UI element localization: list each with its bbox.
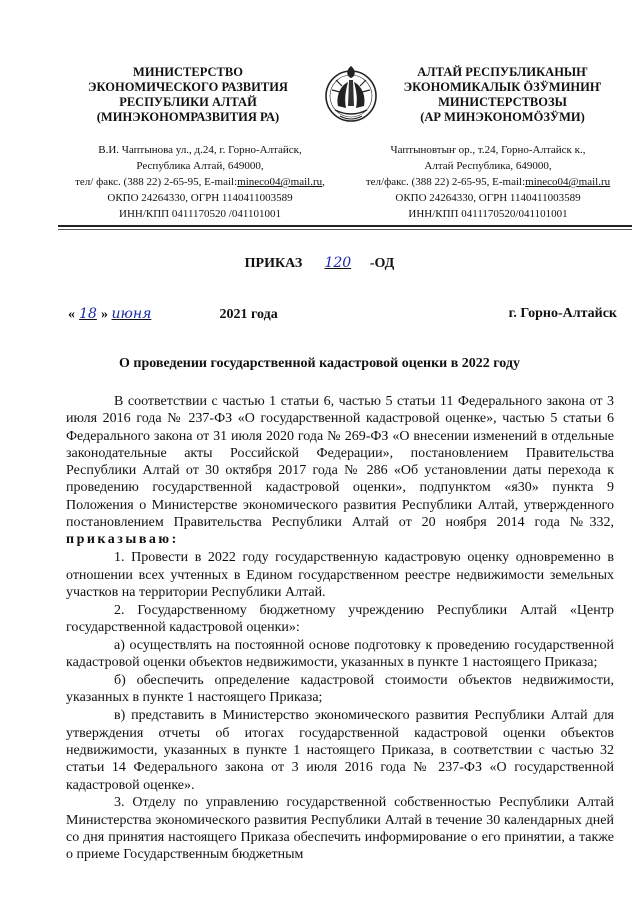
inn-line: ИНН/КПП 0411170520 /041101001 [119,208,281,220]
email-link[interactable]: mineco04@mail.ru [525,176,611,188]
phone-text: тел/факс. (388 22) 2-65-95, E-mail: [365,176,526,188]
order-word: приказываю [66,532,172,548]
ministry-name-russian [78,65,298,125]
order-subitem: б) обеспечить определение кадастровой стоимости объектов недвижимости, указанных в пункте 1 настоящего Приказа; [66,673,614,706]
phone-email-line [346,174,630,190]
order-subitem: в) представить в Министерство экономического развития Республики Алтай для утверждения отчеты об итогах государственной кадастровой оценки объектов недвижимости, указанных в пункте 1 настоящего Приказа, в соответствии с частью 32 статьи 14 Федерального закона от 3 июля 2016 года № 237-ФЗ «О государственной кадастровой оценке». [66,708,614,793]
order-item: 1. Провести в 2022 году государственную кадастровую оценку одновременно в отношении всех учтенных в Едином государственном реестре недвижимости земельных участков на территории Республики Алтай. [66,550,614,600]
phone-email-line [60,174,340,190]
okpo-line: ОКПО 24264330, ОГРН 1140411003589 [107,192,293,204]
coat-of-arms-emblem-icon [322,56,380,132]
date-month-handwritten: июня [111,306,152,322]
ministry-name-line: ЭКОНОМИЧЕСКОГО РАЗВИТИЯ [88,80,288,94]
order-number-handwritten: 120 [324,255,352,271]
header-divider-thin [58,229,632,230]
order-item: 3. Отделу по управлению государственной собственностью Республики Алтай Министерства экономического развития Республики Алтай в течение 30 календарных дней со дня принятия настоящего Приказа обеспечить информирование о его принятии, а также о приеме Государственным бюджетным [66,795,614,863]
order-item: 2. Государственному бюджетному учреждению Республики Алтай «Центр государственной кадастровой оценки»: [66,602,614,636]
contact-block-right [346,142,630,222]
order-colon: : [171,532,177,548]
ministry-name-line: МИНИСТЕРСТВО [133,65,243,79]
address-line: Алтай Республика, 649000, [424,160,552,172]
ministry-name-line: МИНИСТЕРСТВОЗЫ [438,95,567,109]
date-close-quote: » [101,307,108,322]
preamble-paragraph [66,393,614,549]
inn-line: ИНН/КПП 0411170520/041101001 [408,208,568,220]
city-name: г. Горно-Алтайск [508,306,617,321]
address-line: В.И. Чаптынова ул., д.24, г. Горно-Алтайск, [98,144,302,156]
preamble-text: В соответствии с частью 1 статьи 6, частью 5 статьи 11 Федерального закона от 3 июля 2016 года № 237-ФЗ «О государственной кадастровой оценке», частью 5 статьи 6 Федерального закона от 31 июля 2020 года № 269-ФЗ «О внесении изменений в отдельные законодательные акты Российской Федерации», постановлением Правительства Республики Алтай от 30 октября 2017 года № 286 «Об установлении даты перехода к проведению государственной кадастровой оценки», подпунктом «я30» пункта 9 Положения о Министерстве экономического развития Республики Алтай, утвержденного постановлением Правительства Республики Алтай от 20 ноября 2014 года №332, [66,394,614,531]
ministry-name-line: (МИНЭКОНОМРАЗВИТИЯ РА) [96,110,280,124]
date-day-handwritten: 18 [79,306,97,322]
date-year: 2021 года [219,307,278,322]
order-subitem: а) осуществлять на постоянной основе подготовку к проведению государственной кадастровой оценки объектов недвижимости, указанных в пункте 1 настоящего Приказа; [66,637,614,671]
order-title [0,254,639,273]
contact-block-left [60,142,340,222]
order-prefix: ПРИКАЗ [244,256,303,271]
order-body [66,393,614,864]
order-date [68,306,278,323]
order-subject: О проведении государственной кадастровой оценки в 2022 году [119,356,520,371]
phone-text: тел/ факс. (388 22) 2-65-95, E-mail: [75,176,238,188]
address-line: Республика Алтай, 649000, [136,160,264,172]
ministry-name-line: (АР МИНЭКОНОМӦЗӰМИ) [420,110,585,124]
header-divider [58,225,632,227]
ministry-name-altai [385,65,620,125]
ministry-name-line: РЕСПУБЛИКИ АЛТАЙ [119,95,257,109]
phone-suffix: , [322,176,325,188]
ministry-name-line: АЛТАЙ РЕСПУБЛИКАНЫҤ [417,65,588,79]
address-line: Чаптыновтыҥ ор., т.24, Горно-Алтайск к., [390,144,586,156]
email-link[interactable]: mineco04@mail.ru [237,176,323,188]
order-suffix: -ОД [369,256,395,271]
ministry-name-line: ЭКОНОМИКАЛЫК ӦЗӰМИНИҤ [403,80,602,94]
date-open-quote: « [68,307,75,322]
okpo-line: ОКПО 24264330, ОГРН 1140411003589 [395,192,581,204]
